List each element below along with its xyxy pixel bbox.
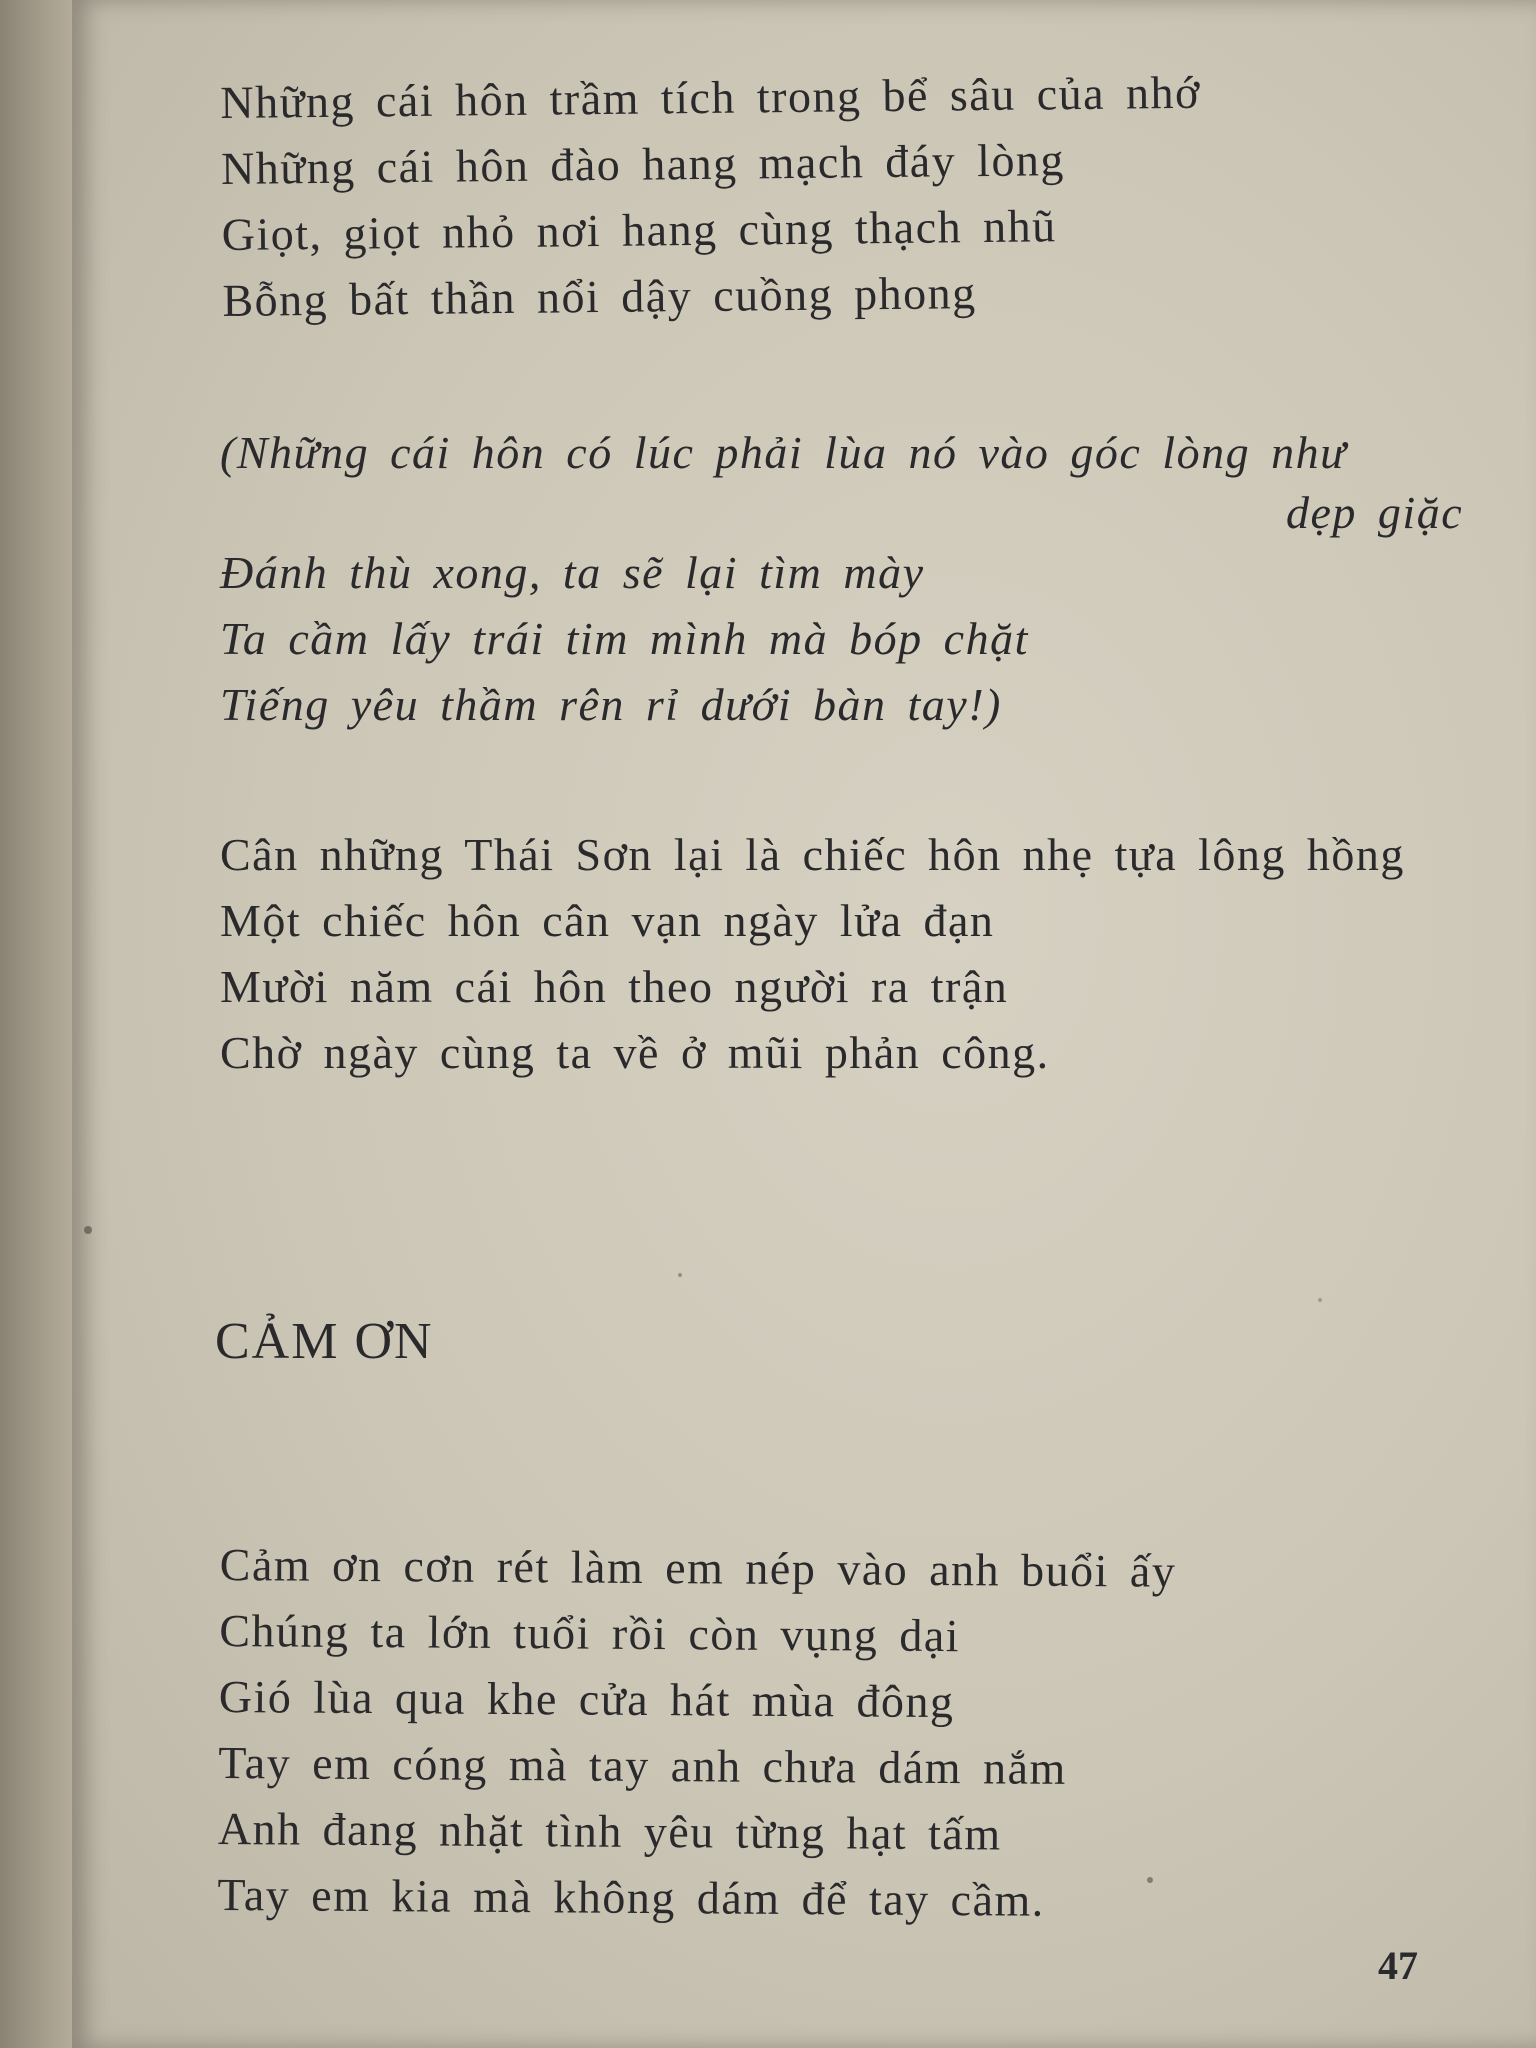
poem-line: Mười năm cái hôn theo người ra trận bbox=[220, 961, 1009, 1012]
stanza-kisses bbox=[220, 60, 1203, 334]
poem-line: Cảm ơn cơn rét làm em nép vào anh buổi ấy bbox=[219, 1538, 1177, 1597]
stanza-italic-aside bbox=[220, 420, 1463, 738]
poem-line: Những cái hôn đào hang mạch đáy lòng bbox=[220, 134, 1066, 194]
poem-line: Chờ ngày cùng ta về ở mũi phản công. bbox=[220, 1027, 1050, 1078]
poem-line-continuation: dẹp giặc bbox=[1286, 487, 1464, 538]
poem-line: Tiếng yêu thầm rên rỉ dưới bàn tay!) bbox=[220, 679, 1002, 730]
book-page bbox=[72, 0, 1536, 2048]
poem-line: Gió lùa qua khe cửa hát mùa đông bbox=[218, 1670, 955, 1728]
stanza-thai-son bbox=[220, 822, 1405, 1086]
poem-line: Tay em kia mà không dám để tay cầm. bbox=[217, 1868, 1045, 1926]
stanza-cam-on bbox=[217, 1532, 1176, 1935]
poem-line: Cân những Thái Sơn lại là chiếc hôn nhẹ tựa lông hồng bbox=[220, 829, 1405, 880]
poem-line: Chúng ta lớn tuổi rồi còn vụng dại bbox=[219, 1604, 961, 1662]
poem-line: Tay em cóng mà tay anh chưa dám nắm bbox=[218, 1736, 1067, 1794]
poem-line: Những cái hôn trầm tích trong bể sâu của nhớ bbox=[220, 66, 1202, 128]
poem-line: Bỗng bất thần nổi dậy cuồng phong bbox=[222, 267, 977, 326]
page-number: 47 bbox=[1378, 1943, 1418, 1988]
poem-line: Ta cầm lấy trái tim mình mà bóp chặt bbox=[220, 613, 1029, 664]
poem-line: Đánh thù xong, ta sẽ lại tìm mày bbox=[220, 547, 925, 598]
poem-line: (Những cái hôn có lúc phải lùa nó vào góc lòng như bbox=[220, 427, 1347, 478]
poem-title: CẢM ƠN bbox=[215, 1313, 434, 1370]
poem-line: Giọt, giọt nhỏ nơi hang cùng thạch nhũ bbox=[221, 200, 1057, 260]
poem-line: Một chiếc hôn cân vạn ngày lửa đạn bbox=[220, 895, 995, 946]
poem-line: Anh đang nhặt tình yêu từng hạt tấm bbox=[217, 1802, 1002, 1860]
